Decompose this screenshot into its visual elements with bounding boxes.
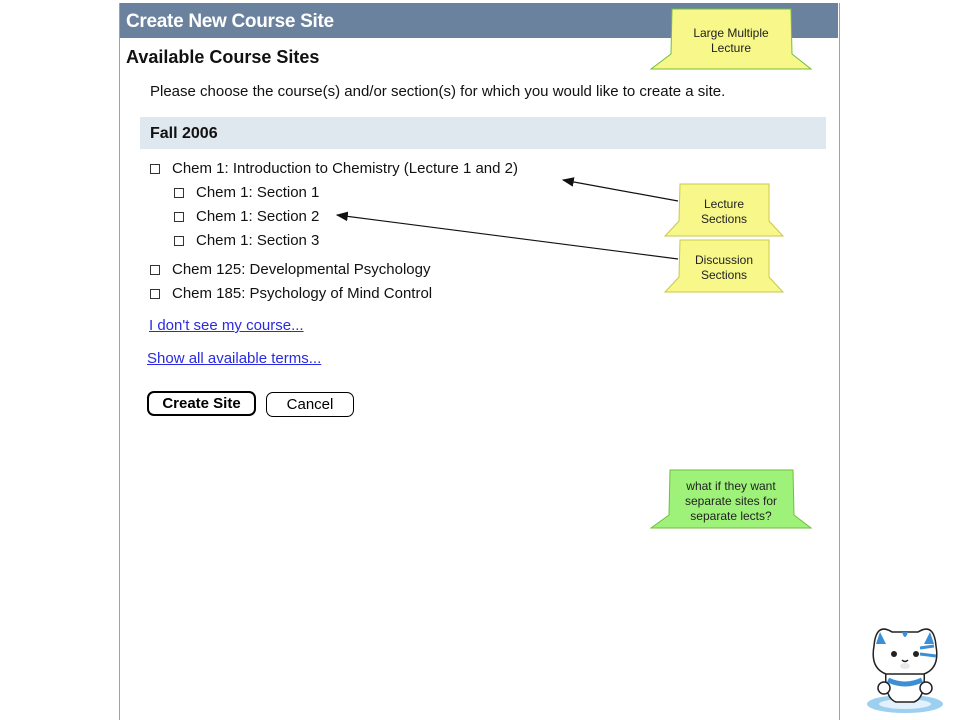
course-row-chem185[interactable] bbox=[150, 285, 432, 302]
course-label: Chem 1: Section 1 bbox=[196, 184, 320, 201]
missing-course-link[interactable]: I don't see my course... bbox=[149, 317, 304, 334]
cat-mascot-icon bbox=[862, 618, 948, 716]
course-row-section3[interactable] bbox=[174, 232, 319, 249]
instructions-text: Please choose the course(s) and/or section(s) for which you would like to create a site. bbox=[150, 83, 726, 100]
window-title: Create New Course Site bbox=[126, 11, 334, 32]
term-header bbox=[140, 117, 826, 149]
course-checkbox[interactable] bbox=[150, 289, 160, 299]
course-row-chem125[interactable] bbox=[150, 261, 430, 278]
section-title: Available Course Sites bbox=[126, 47, 320, 67]
course-label: Chem 1: Section 3 bbox=[196, 232, 320, 249]
course-label: Chem 1: Introduction to Chemistry (Lecture 1 and 2) bbox=[172, 160, 518, 177]
course-checkbox[interactable] bbox=[150, 265, 160, 275]
course-label: Chem 1: Section 2 bbox=[196, 208, 320, 225]
cancel-button[interactable]: Cancel bbox=[266, 392, 354, 417]
course-checkbox[interactable] bbox=[174, 212, 184, 222]
course-row-section1[interactable] bbox=[174, 184, 319, 201]
course-checkbox[interactable] bbox=[174, 236, 184, 246]
show-all-terms-link[interactable]: Show all available terms... bbox=[147, 350, 322, 367]
course-checkbox[interactable] bbox=[150, 164, 160, 174]
note-text: what if they want separate sites for separate lects? bbox=[684, 479, 778, 523]
course-label: Chem 185: Psychology of Mind Control bbox=[172, 285, 433, 302]
note-text: Discussion Sections bbox=[694, 253, 754, 282]
course-row-section2[interactable] bbox=[174, 208, 319, 225]
course-checkbox[interactable] bbox=[174, 188, 184, 198]
course-label: Chem 125: Developmental Psychology bbox=[172, 261, 431, 278]
note-text: Large Multiple Lecture bbox=[693, 26, 769, 55]
note-large-multiple-lecture bbox=[650, 8, 812, 70]
note-text: Lecture Sections bbox=[700, 197, 748, 226]
term-name: Fall 2006 bbox=[150, 125, 218, 142]
note-discussion-sections bbox=[664, 239, 784, 293]
course-row-chem1[interactable] bbox=[150, 160, 518, 177]
note-separate-sites bbox=[650, 469, 812, 529]
note-lecture-sections bbox=[664, 183, 784, 237]
create-site-button[interactable]: Create Site bbox=[147, 391, 256, 416]
